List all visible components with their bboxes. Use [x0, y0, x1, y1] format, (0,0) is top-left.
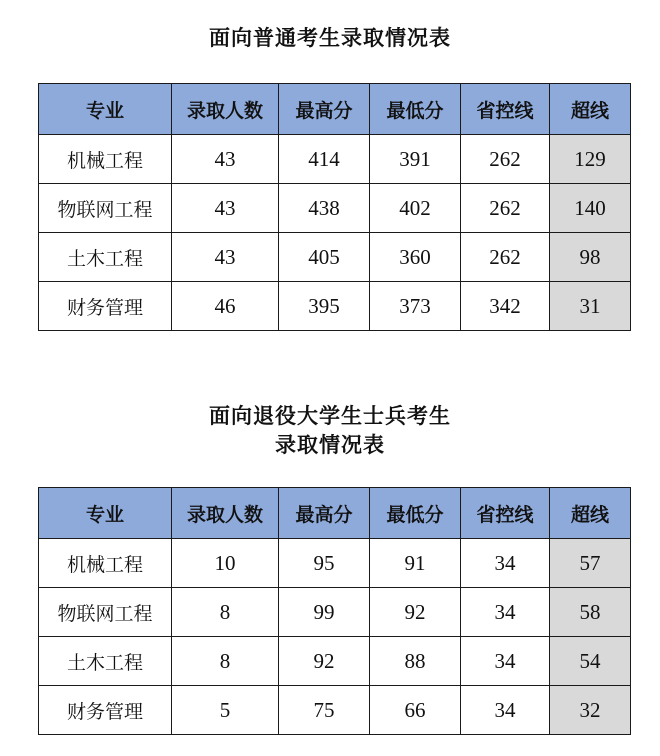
cell-lowest-score: 373: [370, 282, 461, 331]
cell-above-line: 54: [550, 637, 631, 686]
table2-header-row: [39, 488, 631, 539]
table1-title-line: 面向普通考生录取情况表: [209, 25, 451, 50]
table1-title: [0, 23, 660, 52]
cell-highest-score: 92: [279, 637, 370, 686]
cell-admitted-count: 10: [172, 539, 279, 588]
table-row: [39, 184, 631, 233]
table1-header-row: [39, 84, 631, 135]
cell-major: 机械工程: [39, 135, 172, 184]
cell-major: 财务管理: [39, 282, 172, 331]
cell-lowest-score: 391: [370, 135, 461, 184]
column-header-lowest-score: 最低分: [370, 488, 461, 539]
cell-above-line: 58: [550, 588, 631, 637]
cell-major: 物联网工程: [39, 588, 172, 637]
cell-major: 财务管理: [39, 686, 172, 735]
column-header-above-line: 超线: [550, 84, 631, 135]
table-row: [39, 233, 631, 282]
cell-provincial-line: 34: [461, 637, 550, 686]
table2-title: [0, 401, 660, 459]
cell-provincial-line: 34: [461, 588, 550, 637]
table-row: [39, 539, 631, 588]
column-header-admitted-count: 录取人数: [172, 84, 279, 135]
cell-highest-score: 395: [279, 282, 370, 331]
cell-lowest-score: 91: [370, 539, 461, 588]
cell-highest-score: 95: [279, 539, 370, 588]
column-header-admitted-count: 录取人数: [172, 488, 279, 539]
cell-admitted-count: 43: [172, 135, 279, 184]
cell-provincial-line: 262: [461, 233, 550, 282]
table2-title-line: 面向退役大学生士兵考生: [209, 403, 451, 428]
cell-provincial-line: 342: [461, 282, 550, 331]
cell-above-line: 140: [550, 184, 631, 233]
cell-above-line: 32: [550, 686, 631, 735]
cell-highest-score: 414: [279, 135, 370, 184]
cell-lowest-score: 360: [370, 233, 461, 282]
cell-admitted-count: 8: [172, 637, 279, 686]
cell-admitted-count: 43: [172, 184, 279, 233]
cell-admitted-count: 46: [172, 282, 279, 331]
table2-title-line: 录取情况表: [275, 432, 385, 457]
cell-lowest-score: 92: [370, 588, 461, 637]
column-header-lowest-score: 最低分: [370, 84, 461, 135]
cell-above-line: 31: [550, 282, 631, 331]
cell-provincial-line: 262: [461, 184, 550, 233]
cell-highest-score: 75: [279, 686, 370, 735]
cell-lowest-score: 88: [370, 637, 461, 686]
column-header-major: 专业: [39, 84, 172, 135]
cell-lowest-score: 66: [370, 686, 461, 735]
table-row: [39, 686, 631, 735]
cell-provincial-line: 34: [461, 686, 550, 735]
cell-above-line: 57: [550, 539, 631, 588]
cell-provincial-line: 262: [461, 135, 550, 184]
column-header-provincial-line: 省控线: [461, 488, 550, 539]
table1-admission-table: [38, 83, 631, 331]
cell-highest-score: 405: [279, 233, 370, 282]
cell-major: 物联网工程: [39, 184, 172, 233]
column-header-major: 专业: [39, 488, 172, 539]
table-row: [39, 282, 631, 331]
table-row: [39, 637, 631, 686]
column-header-above-line: 超线: [550, 488, 631, 539]
cell-lowest-score: 402: [370, 184, 461, 233]
table-row: [39, 588, 631, 637]
cell-above-line: 129: [550, 135, 631, 184]
cell-major: 机械工程: [39, 539, 172, 588]
cell-major: 土木工程: [39, 233, 172, 282]
cell-admitted-count: 43: [172, 233, 279, 282]
cell-admitted-count: 5: [172, 686, 279, 735]
cell-highest-score: 99: [279, 588, 370, 637]
cell-above-line: 98: [550, 233, 631, 282]
cell-major: 土木工程: [39, 637, 172, 686]
cell-highest-score: 438: [279, 184, 370, 233]
cell-admitted-count: 8: [172, 588, 279, 637]
column-header-provincial-line: 省控线: [461, 84, 550, 135]
table2-admission-table: [38, 487, 631, 735]
column-header-highest-score: 最高分: [279, 488, 370, 539]
table-row: [39, 135, 631, 184]
cell-provincial-line: 34: [461, 539, 550, 588]
column-header-highest-score: 最高分: [279, 84, 370, 135]
